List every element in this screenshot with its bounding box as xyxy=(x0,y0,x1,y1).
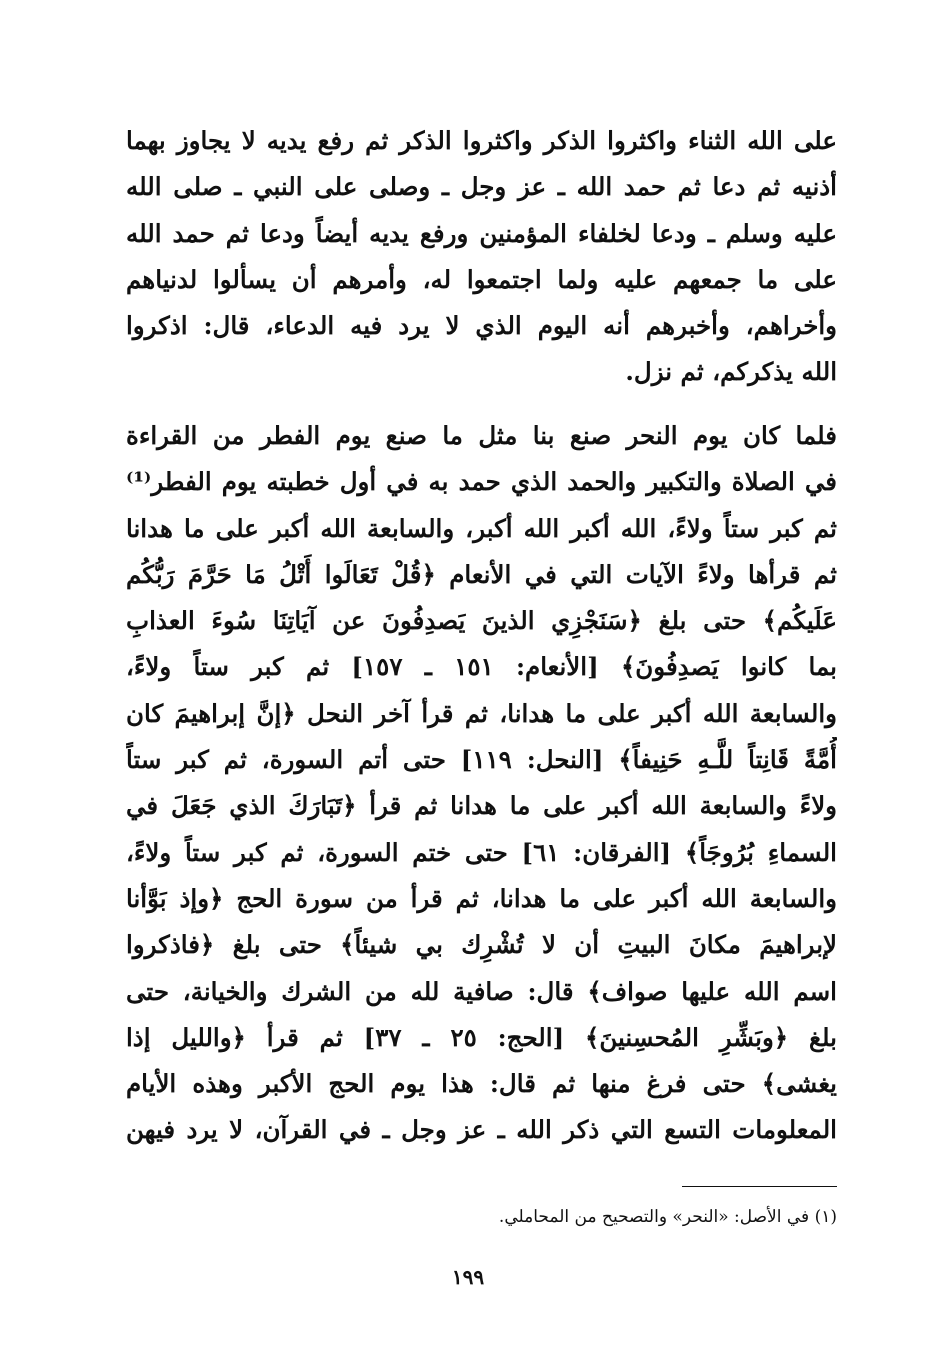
text-line: ولاءً والسابعة الله أكبر على ما هدانا ثم قرأ ﴿تَبَارَكَ الذي جَعَلَ في xyxy=(126,791,837,821)
text-line: في الصلاة والتكبير والحمد الذي حمد به في أول خطبته يوم الفطر⁽¹⁾ xyxy=(126,467,837,497)
text-line: وأخراهم، وأخبرهم أنه اليوم الذي لا يرد فيه الدعاء، قال: اذكروا xyxy=(126,311,837,341)
text-line: يغشى﴾ حتى فرغ منها ثم قال: هذا يوم الحج الأكبر وهذه الأيام xyxy=(126,1069,837,1099)
footnote-separator xyxy=(682,1186,837,1187)
text-line: والسابعة الله أكبر على ما هدانا، ثم قرأ من سورة الحج ﴿وإذ بَوَّأنا xyxy=(126,883,837,913)
text-line: لإبراهيمَ مكانَ البيتِ أن لا تُشْرِك بي شيئاً﴾ حتى بلغ ﴿فاذكروا xyxy=(126,930,837,960)
text-line: عَلَيكُم﴾ حتى بلغ ﴿سَنَجْزِي الذينَ يَصدِفُونَ عن آيَاتِنَا سُوءَ العذابِ xyxy=(126,606,837,636)
text-line: أُمَّةً قَانِتاً للَّـهِ حَنِيفاً﴾ [النحل: ١١٩] حتى أتم السورة، ثم كبر ستاً xyxy=(126,745,837,775)
text-line: أذنيه ثم دعا ثم حمد الله ـ عز وجل ـ وصلى على النبي ـ صلى الله xyxy=(126,172,837,202)
text-line: بلغ ﴿وبَشِّرِ المُحسِنينَ﴾ [الحج: ٢٥ ـ ٣٧] ثم قرأ ﴿والليل إذا xyxy=(126,1022,837,1052)
text-line: المعلومات التسع التي ذكر الله ـ عز وجل ـ في القرآن، لا يرد فيهن xyxy=(126,1115,837,1145)
paragraph-2 xyxy=(126,413,837,1154)
text-line: عليه وسلم ـ ودعا لخلفاء المؤمنين ورفع يديه أيضاً ودعا ثم حمد الله xyxy=(126,218,837,248)
paragraph-1 xyxy=(126,118,837,396)
text-line: على الله الثناء واكثروا الذكر واكثروا الذكر ثم رفع يديه لا يجاوز بهما xyxy=(126,126,837,155)
text-line: ثم قرأها ولاءً الآيات التي في الأنعام ﴿قُلْ تَعَالَوا أَتْلُ مَا حَرَّمَ رَبُّكُم xyxy=(126,559,837,589)
text-line: فلما كان يوم النحر صنع بنا مثل ما صنع يوم الفطر من القراءة xyxy=(126,421,837,450)
page-number: ١٩٩ xyxy=(451,1265,485,1289)
footnote: (١) في الأصل: «النحر» والتصحيح من المحاملي. xyxy=(498,1207,837,1227)
text-line: الله يذكركم، ثم نزل. xyxy=(625,357,837,387)
text-line: على ما جمعهم عليه ولما اجتمعوا له، وأمرهم أن يسألوا لدنياهم xyxy=(126,264,837,294)
text-line: اسم الله عليها صواف﴾ قال: صافية لله من الشرك والخيانة، حتى xyxy=(126,976,837,1006)
text-line: والسابعة الله أكبر على ما هدانا، ثم قرأ آخر النحل ﴿إنَّ إبراهيمَ كان xyxy=(126,698,837,728)
text-line: السماءِ بُرُوجَاً﴾ [الفرقان: ٦١] حتى ختم السورة، ثم كبر ستاً ولاءً، xyxy=(126,837,837,867)
text-line: ثم كبر ستاً ولاءً، الله أكبر الله أكبر، والسابعة الله أكبر على ما هدانا xyxy=(126,513,837,543)
text-line: بما كانوا يَصدِفُونَ﴾ [الأنعام: ١٥١ ـ ١٥٧] ثم كبر ستاً ولاءً، xyxy=(126,652,837,682)
